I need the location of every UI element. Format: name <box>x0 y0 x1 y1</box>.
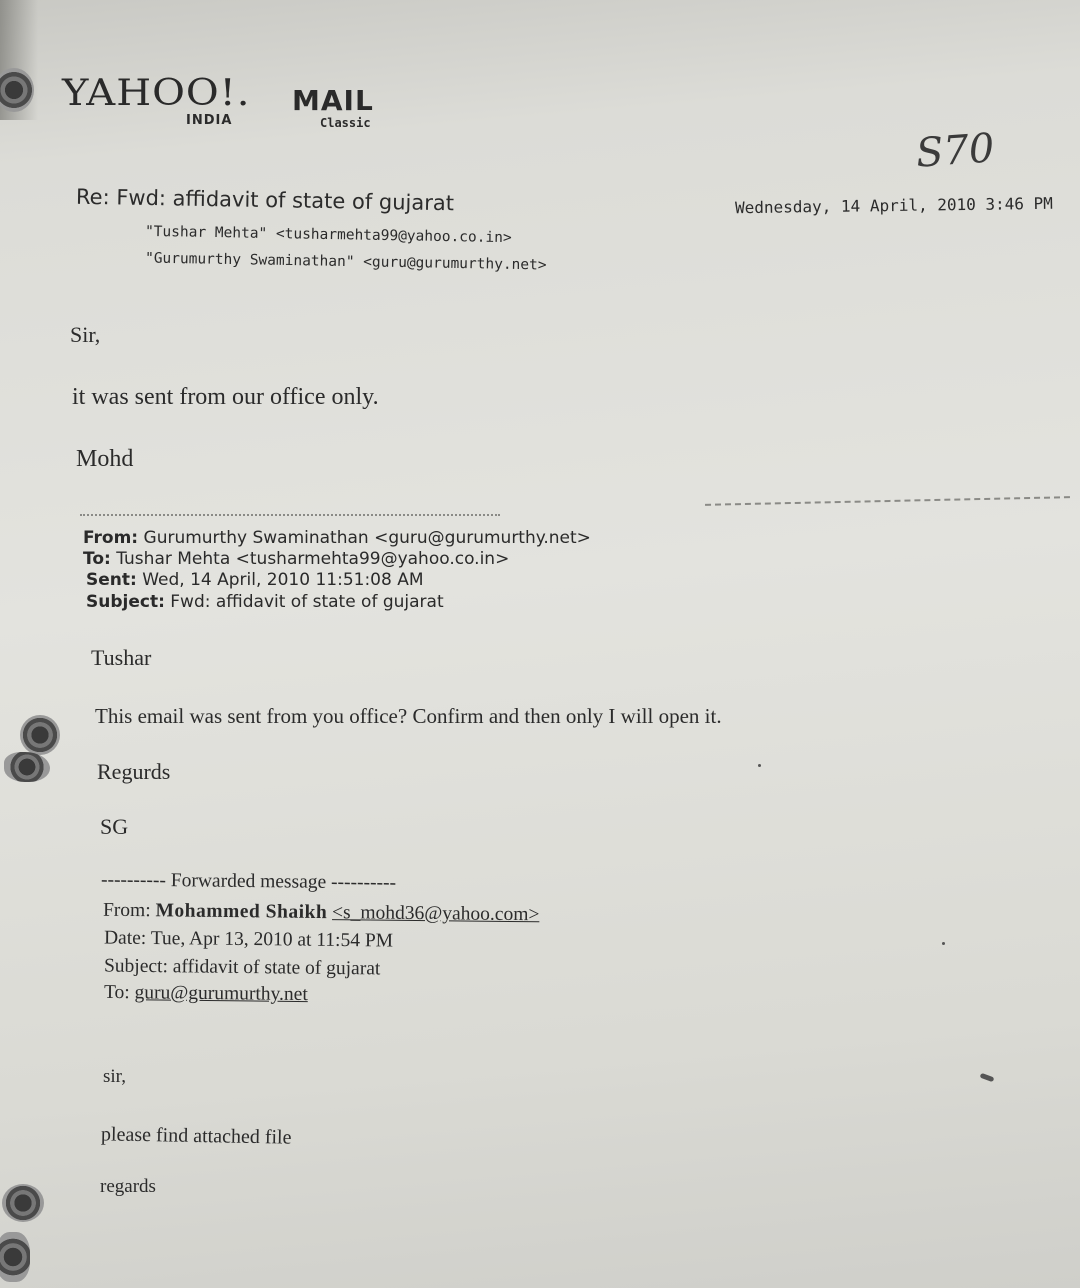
punch-hole-mark <box>2 1184 44 1222</box>
quoted-subject <box>86 592 444 612</box>
handwritten-page-number: S70 <box>914 125 996 177</box>
quoted-from-value: Gurumurthy Swaminathan <guru@gurumurthy.net> <box>143 528 591 548</box>
email-salutation: Sir, <box>70 322 101 347</box>
punch-hole-mark <box>20 715 60 755</box>
quoted-to-value: Tushar Mehta <tusharmehta99@yahoo.co.in> <box>116 549 510 569</box>
forwarded-from-email-link[interactable]: <s_mohd36@yahoo.com> <box>332 902 540 926</box>
quoted-to-label: To: <box>83 549 111 569</box>
recipient[interactable]: "Tushar Mehta" <tusharmehta99@yahoo.co.in> <box>144 223 512 247</box>
speck <box>980 1073 995 1082</box>
quoted-from-label: From: <box>83 528 139 548</box>
yahoo-logo[interactable]: YAHOO!. <box>62 71 251 115</box>
forwarded-to-label: To: <box>103 981 135 1004</box>
quoted-body: This email was sent from you office? Confirm and then only I will open it. <box>95 704 722 728</box>
speck <box>758 764 761 767</box>
quoted-regards: Regurds <box>97 759 171 784</box>
punch-hole-mark <box>4 752 50 782</box>
email-subject: Re: Fwd: affidavit of state of gujarat <box>75 184 455 216</box>
email-date: Wednesday, 14 April, 2010 3:46 PM <box>734 193 1054 218</box>
forwarded-from <box>103 900 540 927</box>
speck <box>942 942 945 945</box>
logo-classic-text: Classic <box>320 116 371 130</box>
quoted-subject-label: Subject: <box>86 592 165 612</box>
quoted-signature: SG <box>100 814 129 839</box>
quoted-sent <box>86 570 424 590</box>
forwarded-subject: Subject: affidavit of state of gujarat <box>103 955 381 980</box>
logo-india-text: INDIA <box>186 113 233 128</box>
forwarded-date: Date: Tue, Apr 13, 2010 at 11:54 PM <box>103 927 394 952</box>
forwarded-to <box>104 982 308 1006</box>
forwarded-to-email-link[interactable]: guru@gurumurthy.net <box>134 982 308 1006</box>
quoted-from <box>83 528 591 548</box>
quote-divider <box>80 514 500 516</box>
quote-divider <box>705 496 1070 506</box>
forwarded-body: please find attached file <box>100 1123 292 1149</box>
quoted-sent-value: Wed, 14 April, 2010 11:51:08 AM <box>142 570 424 590</box>
forwarded-salutation: sir, <box>103 1066 126 1087</box>
mail-logo-text: MAIL <box>292 84 374 117</box>
forwarded-regards: regards <box>100 1176 156 1197</box>
punch-hole-mark <box>0 1232 30 1282</box>
forwarded-header: ---------- Forwarded message ---------- <box>100 869 397 894</box>
quoted-subject-value: Fwd: affidavit of state of gujarat <box>170 592 444 612</box>
quoted-greeting: Tushar <box>91 645 152 670</box>
quoted-sent-label: Sent: <box>86 570 137 590</box>
email-body: it was sent from our office only. <box>72 384 379 410</box>
quoted-to <box>83 549 509 569</box>
forwarded-from-name: Mohammed Shaikh <box>155 900 328 924</box>
forwarded-from-label: From: <box>102 899 156 922</box>
email-signature: Mohd <box>76 446 134 472</box>
recipient[interactable]: "Gurumurthy Swaminathan" <guru@gurumurthy.net> <box>144 250 547 274</box>
